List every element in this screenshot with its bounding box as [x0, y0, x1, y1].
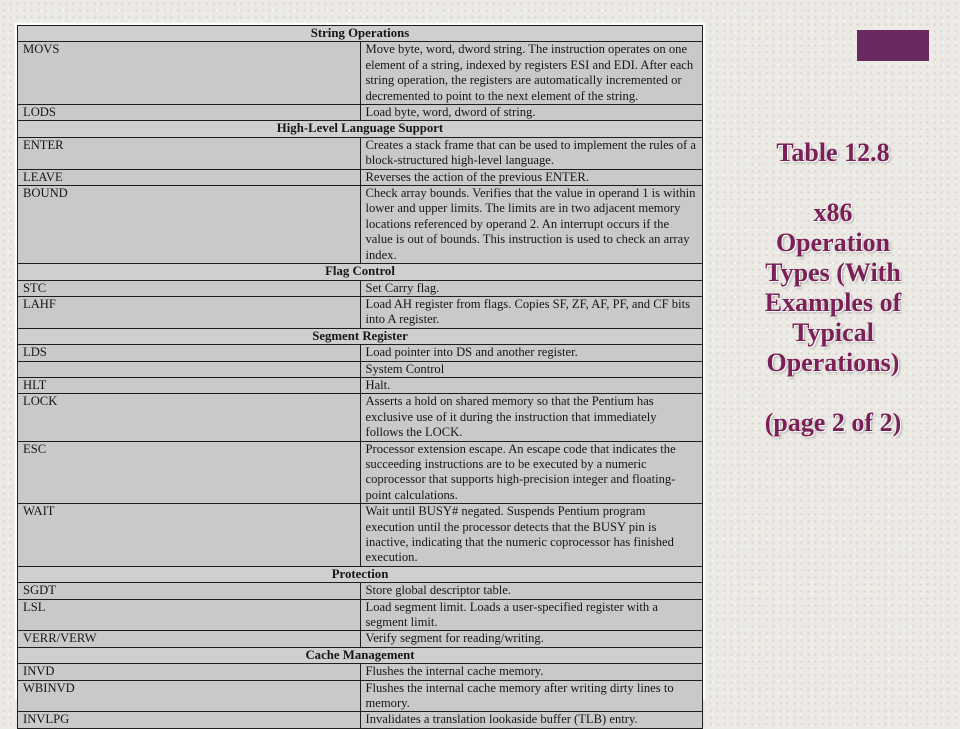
table-row [18, 377, 703, 393]
description-cell: Processor extension escape. An escape code that indicates the succeeding instructions are to be executed by a numeric coprocessor that supports high-precision integer and floating-point calculations. [360, 441, 703, 504]
instruction-cell: LAHF [18, 296, 361, 328]
title-line: Typical [792, 318, 874, 347]
section-title: Flag Control [18, 264, 703, 280]
instruction-cell: WAIT [18, 504, 361, 567]
section-title: Protection [18, 566, 703, 582]
title-line: Operations) [766, 348, 900, 377]
table-row [18, 280, 703, 296]
section-header-row [18, 647, 703, 663]
table-row [18, 296, 703, 328]
description-cell: Load segment limit. Loads a user-specified register with a segment limit. [360, 599, 703, 631]
description-cell: Creates a stack frame that can be used to implement the rules of a block-structured high-level language. [360, 137, 703, 169]
instruction-cell: LEAVE [18, 169, 361, 185]
description-cell: Invalidates a translation lookaside buffer (TLB) entry. [360, 712, 703, 728]
table-row [18, 361, 703, 377]
description-cell: Load pointer into DS and another register. [360, 345, 703, 361]
instruction-cell: LSL [18, 599, 361, 631]
operations-table-frame [15, 23, 705, 727]
description-cell: Load AH register from flags. Copies SF, ZF, AF, PF, and CF bits into A register. [360, 296, 703, 328]
instruction-cell [18, 361, 361, 377]
description-cell: Halt. [360, 377, 703, 393]
instruction-cell: SGDT [18, 583, 361, 599]
description-cell: Move byte, word, dword string. The instruction operates on one element of a string, indexed by registers ESI and EDI. After each string operation, the registers are automatically incremented or decremented to point to the next element of the string. [360, 42, 703, 105]
instruction-cell: LOCK [18, 394, 361, 441]
section-header-row [18, 26, 703, 42]
description-cell: Load byte, word, dword of string. [360, 105, 703, 121]
description-cell: Flushes the internal cache memory after writing dirty lines to memory. [360, 680, 703, 712]
slide-title [732, 138, 934, 438]
description-cell: System Control [360, 361, 703, 377]
section-header-row [18, 121, 703, 137]
table-row [18, 186, 703, 264]
instruction-cell: VERR/VERW [18, 631, 361, 647]
title-line: x86 [813, 198, 853, 227]
instruction-cell: INVD [18, 664, 361, 680]
page-note: (page 2 of 2) [764, 408, 902, 437]
table-row [18, 137, 703, 169]
operation-types-table [17, 25, 703, 729]
table-row [18, 42, 703, 105]
instruction-cell: WBINVD [18, 680, 361, 712]
accent-square [857, 30, 929, 61]
table-row [18, 394, 703, 441]
operation-types-table-body [18, 26, 703, 729]
instruction-cell: MOVS [18, 42, 361, 105]
table-row [18, 664, 703, 680]
description-cell: Wait until BUSY# negated. Suspends Pentium program execution until the processor detects that the BUSY pin is inactive, indicating that the numeric coprocessor has finished execution. [360, 504, 703, 567]
instruction-cell: BOUND [18, 186, 361, 264]
section-title: Cache Management [18, 647, 703, 663]
title-line: Types (With [765, 258, 901, 287]
table-row [18, 169, 703, 185]
table-row [18, 105, 703, 121]
title-line: Examples of [764, 288, 902, 317]
table-row [18, 599, 703, 631]
instruction-cell: STC [18, 280, 361, 296]
table-number: Table 12.8 [776, 138, 890, 167]
section-title: High-Level Language Support [18, 121, 703, 137]
instruction-cell: ENTER [18, 137, 361, 169]
instruction-cell: INVLPG [18, 712, 361, 728]
table-row [18, 712, 703, 728]
instruction-cell: LDS [18, 345, 361, 361]
instruction-cell: ESC [18, 441, 361, 504]
description-cell: Reverses the action of the previous ENTER. [360, 169, 703, 185]
instruction-cell: HLT [18, 377, 361, 393]
section-header-row [18, 328, 703, 344]
description-cell: Check array bounds. Verifies that the value in operand 1 is within lower and upper limits. The limits are in two adjacent memory locations referenced by operand 2. An interrupt occurs if the value is out of bounds. This instruction is used to check an array index. [360, 186, 703, 264]
title-line: Operation [775, 228, 891, 257]
description-cell: Asserts a hold on shared memory so that the Pentium has exclusive use of it during the instruction that immediately follows the LOCK. [360, 394, 703, 441]
section-header-row [18, 264, 703, 280]
description-cell: Store global descriptor table. [360, 583, 703, 599]
table-row [18, 345, 703, 361]
section-title: String Operations [18, 26, 703, 42]
table-row [18, 441, 703, 504]
table-row [18, 631, 703, 647]
table-row [18, 504, 703, 567]
table-row [18, 680, 703, 712]
description-cell: Set Carry flag. [360, 280, 703, 296]
table-row [18, 583, 703, 599]
section-title: Segment Register [18, 328, 703, 344]
section-header-row [18, 566, 703, 582]
instruction-cell: LODS [18, 105, 361, 121]
description-cell: Verify segment for reading/writing. [360, 631, 703, 647]
description-cell: Flushes the internal cache memory. [360, 664, 703, 680]
